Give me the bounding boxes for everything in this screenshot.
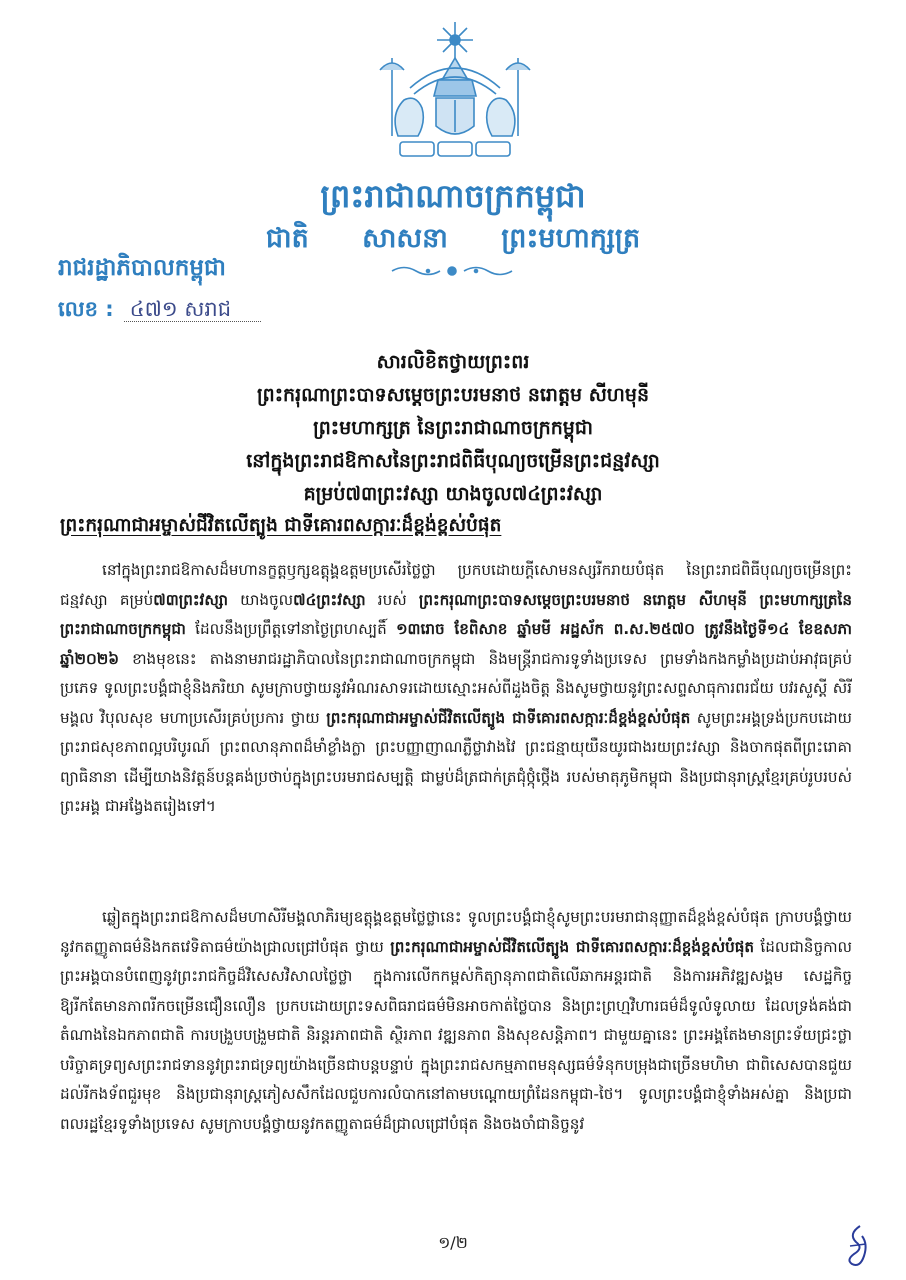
letter-title-line-3: ព្រះមហាក្សត្រ នៃព្រះរាជាណាចក្រកម្ពុជា (313, 417, 593, 439)
reference-value: ៤៧១ សរាជ (124, 297, 261, 322)
handwritten-initial-icon (842, 1222, 872, 1268)
paragraph-1-run-2: ៧៣ព្រះវស្សា (153, 590, 228, 609)
motto-king: ព្រះមហាក្សត្រ (501, 223, 641, 254)
motto-religion: សាសនា (362, 223, 448, 254)
paragraph-2-run-3: ដែលជានិច្ចកាល ព្រះអង្គបានបំពេញនូវព្រះរាជកិច្ចដ៏វិសេសវិសាលថ្លៃថ្លា ក្នុងការលើកកម្ពស់កិត្យានុភាពជាតិលើឆាកអន្តរជាតិ និងការអភិវឌ្ឍសង្គម សេដ្ឋកិច្ច ឱ្យរីកតែមានភាពរីកចម្រើនជឿនលឿន ប្រកបដោយព្រះទសពិធរាជធម៌មិនអាចកាត់ថ្លៃបាន និងព្រះព្រហ្មវិហារធម៌ដ៏ទូលំទូលាយ ដែលទ្រង់គង់ជាតំណាងនៃឯកភាពជាតិ ការបង្រួបបង្រួមជាតិ និរន្តរភាពជាតិ ស្ថិរភាព វឌ្ឍនភាព និងសុខសន្តិភាព។ ជាមួយគ្នានេះ ព្រះអង្គតែងមានព្រះទ័យជ្រះថ្លាបរិច្ចាគទ្រព្យសព្រះរាជទាននូវព្រះរាជទ្រព្យយ៉ាងច្រើនជាបន្តបន្ទាប់ ក្នុងព្រះរាជសកម្មភាពមនុស្សធម៌ទំនុកបម្រុងជាច្រើនមហិមា ជាពិសេសបានជួយដល់រីកងទ័ពជួរមុខ និងប្រជានុរាស្ត្រភៀសសឹកដែលជួបការលំបាកនៅតាមបណ្តោយព្រំដែនកម្ពុជា-ថៃ។ ទូលព្រះបង្គំជាខ្ញុំទាំងអស់គ្នា និងប្រជាពលរដ្ឋខ្មែរទូទាំងប្រទេស សូមក្រាបបង្គំថ្វាយនូវកតញ្ញូតាធម៌ដ៏ជ្រាលជ្រៅបំផុត និងចងចាំជានិច្ចនូវ (60, 937, 853, 1133)
paragraph-2-run-1: ឆ្លៀតក្នុងព្រះរាជឱកាសដ៏មហាសិរីមង្គលាភិរម្យឧត្តុង្គឧត្តមថ្លៃថ្លានេះ ទូលព្រះបង្គំជាខ្ញុំសូមព្រះបរមរាជានុញ្ញាតដ៏ខ្ពង់ខ្ពស់បំផុត ក្រាបបង្គំថ្វាយនូវកតញ្ញូតាធម៌និងកតវេទិតាធម៌យ៉ាងជ្រាលជ្រៅបំផុត ថ្វាយ (60, 908, 852, 956)
body-paragraph-1 (60, 556, 852, 822)
letter-title-block (60, 346, 846, 511)
paragraph-1-run-3: យាងចូល (227, 590, 294, 609)
paragraph-1-run-8: ១៣រោច ខែពិសាខ ឆ្នាំមមី អដ្ឋស័ក ព.ស.២៥៧០ ត្រូវនឹងថ្ងៃទី១៤ ខែឧសភា ឆ្នាំ២០២៦ (60, 620, 852, 668)
paragraph-1-run-11: សូមព្រះអង្គទ្រង់ប្រកបដោយព្រះរាជសុខភាពល្អបរិបូរណ៍ ព្រះពលានុភាពដ៏មាំខ្លាំងក្លា ព្រះបញ្ញាញាណភ្លឺថ្លាវាងវៃ ព្រះជន្មាយុយឺនយូរជាងរយព្រះវស្សា និងចាកផុតពីព្រះរោគាព្យាធិនានា ដើម្បីយាងនិវត្តន៍បន្តគង់ប្រថាប់ក្នុងព្រះបរមរាជសម្បត្តិ ជាម្លប់ដ៏ត្រជាក់ត្រជុំថ្កុំថ្កើង របស់មាតុភូមិកម្ពុជា និងប្រជានុរាស្ត្រខ្មែរគ្រប់រូបរបស់ព្រះអង្គ ជាអង្វែងតរៀងទៅ។ (60, 708, 853, 815)
letter-title: សារលិខិតថ្វាយព្រះពរ (376, 351, 530, 373)
letter-title-line-4: នៅក្នុងព្រះរាជឱកាសនៃព្រះរាជពិធីបុណ្យចម្រើនព្រះជន្មវស្សា (246, 450, 660, 472)
paragraph-1-run-4: ៧៤ព្រះវស្សា (293, 590, 366, 609)
paragraph-1-run-6: ព្រះករុណាព្រះបាទសម្តេចព្រះបរមនាថ នរោត្តម សីហមុនី ព្រះមហាក្សត្រនៃព្រះរាជាណាចក្រកម្ពុជា (60, 590, 852, 638)
government-name: រាជរដ្ឋាភិបាលកម្ពុជា (58, 254, 226, 281)
paragraph-2-run-2: ព្រះករុណាជាអម្ចាស់ជីវិតលើត្បូង ជាទីគោរពសក្ការៈដ៏ខ្ពង់ខ្ពស់បំផុត (390, 937, 755, 956)
paragraph-1-run-1: នៅក្នុងព្រះរាជឱកាសដ៏មហានក្ខត្តឫក្សឧត្តុង្គឧត្តមប្រសើរថ្លៃថ្លា ប្រកបដោយក្តីសោមនស្សរីករាយបំផុត នៃព្រះរាជពិធីបុណ្យចម្រើនព្រះជន្មវស្សា គម្រប់ (60, 561, 852, 609)
body-paragraph-2 (60, 903, 852, 1139)
paragraph-1-run-5: របស់ (365, 590, 419, 609)
motto-nation: ជាតិ (265, 223, 309, 254)
paragraph-1-run-10: ព្រះករុណាជាអម្ចាស់ជីវិតលើត្បូង ជាទីគោរពសក្ការៈដ៏ខ្ពង់ខ្ពស់បំផុត (326, 708, 691, 727)
letter-title-line-2: ព្រះករុណាព្រះបាទសម្តេចព្រះបរមនាថ នរោត្តម សីហមុនី (256, 384, 650, 406)
letter-title-line-5: គម្រប់៧៣ព្រះវស្សា យាងចូល៧៤ព្រះវស្សា (303, 483, 603, 505)
salutation-heading: ព្រះករុណាជាអម្ចាស់ជីវិតលើត្បូង ជាទីគោរពសក្ការៈដ៏ខ្ពង់ខ្ពស់បំផុត (60, 515, 502, 536)
reference-number (58, 296, 261, 327)
decorative-divider-icon (388, 262, 516, 280)
reference-label: លេខ : (58, 297, 114, 321)
royal-coat-of-arms-icon (370, 18, 540, 168)
paragraph-1-run-9: ខាងមុខនេះ តាងនាមរាជរដ្ឋាភិបាលនៃព្រះរាជាណាចក្រកម្ពុជា និងមន្ត្រីរាជការទូទាំងប្រទេស ព្រមទាំងកងកម្លាំងប្រដាប់អាវុធគ្រប់ប្រភេទ ទូលព្រះបង្គំជាខ្ញុំនិងភរិយា សូមក្រាបថ្វាយនូវអំណរសាទរដោយស្មោះអស់ពីដួងចិត្ត និងសូមថ្វាយនូវព្រះសព្ទសាធុការពរជ័យ បវរសួស្តី សិរីមង្គល វិបុលសុខ មហាប្រសើរគ្រប់ប្រការ ថ្វាយ (60, 649, 852, 727)
paragraph-1-run-7: ដែលនឹងប្រព្រឹត្តទៅនាថ្ងៃព្រហស្បតិ៍ (185, 620, 397, 638)
kingdom-name: ព្រះរាជាណាចក្រកម្ពុជា (320, 177, 586, 215)
page-number: ១/២ (438, 1233, 468, 1252)
